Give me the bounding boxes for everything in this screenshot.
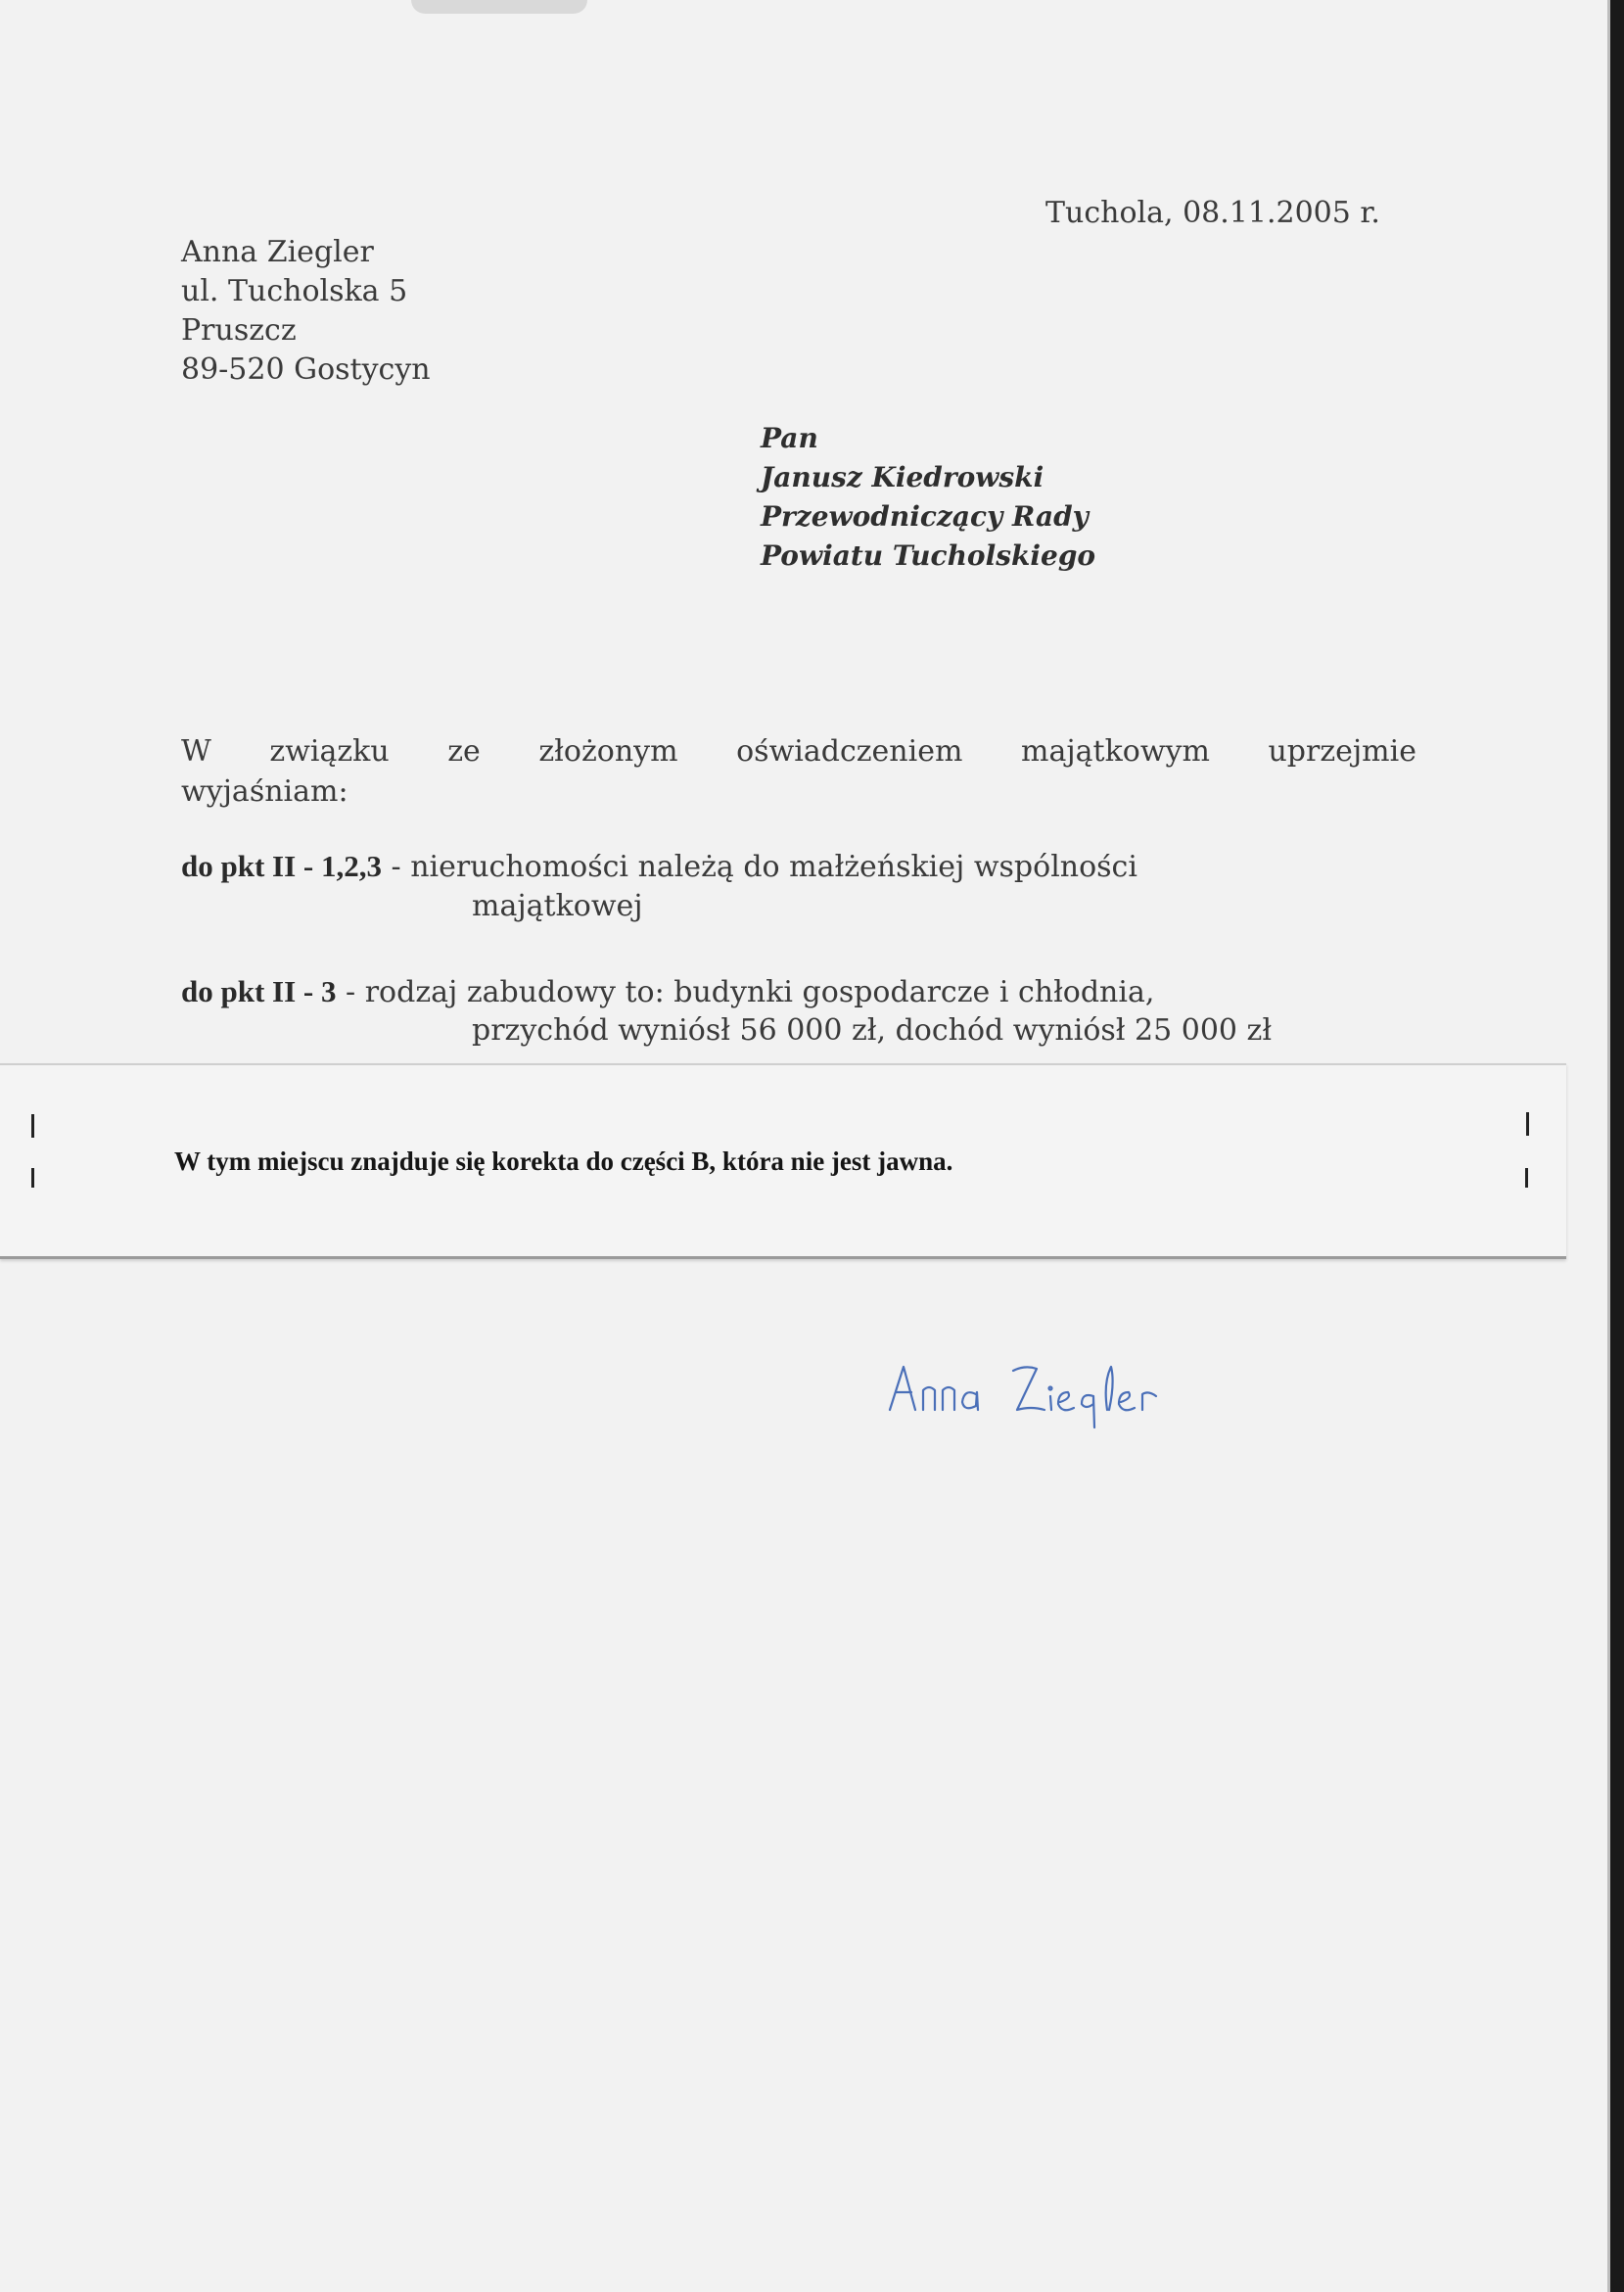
fold-mark	[1526, 1112, 1529, 1136]
addressee-line: Przewodniczący Rady	[761, 500, 1089, 533]
intro-word: uprzejmie	[1268, 734, 1416, 769]
sender-postal: 89-520 Gostycyn	[181, 352, 431, 387]
intro-word: oświadczeniem	[736, 734, 963, 769]
explanation-item-2	[181, 972, 1154, 1012]
signature-drawing	[886, 1353, 1209, 1431]
fold-mark	[31, 1114, 34, 1138]
item-label: do pkt II - 1,2,3	[181, 849, 382, 883]
item-label: do pkt II - 3	[181, 974, 337, 1008]
letter-date: Tuchola, 08.11.2005 r.	[1045, 196, 1380, 230]
item-text: - rodzaj zabudowy to: budynki gospodarcze i chłodnia,	[336, 975, 1155, 1009]
intro-word: ze	[447, 734, 481, 769]
intro-word: majątkowym	[1021, 734, 1210, 769]
fold-mark	[31, 1168, 34, 1188]
scan-smudge	[411, 0, 587, 14]
sender-address	[181, 233, 431, 390]
addressee-line: Powiatu Tucholskiego	[761, 539, 1096, 572]
fold-mark	[1525, 1168, 1528, 1188]
scan-edge	[1610, 0, 1624, 2292]
addressee-line: Pan	[761, 422, 818, 454]
explanation-item-2-continued: przychód wyniósł 56 000 zł, dochód wyniósł 25 000 zł	[472, 1013, 1273, 1048]
addressee-line: Janusz Kiedrowski	[761, 461, 1044, 493]
intro-word: W	[181, 734, 211, 769]
sender-town: Pruszcz	[181, 313, 297, 348]
explanation-item-1-continued: majątkowej	[472, 889, 643, 923]
redaction-note: W tym miejscu znajduje się korekta do części B, która nie jest jawna.	[174, 1146, 953, 1176]
intro-word: związku	[269, 734, 390, 769]
handwritten-signature	[886, 1353, 1209, 1435]
sender-name: Anna Ziegler	[181, 235, 374, 269]
intro-paragraph-line2: wyjaśniam:	[181, 774, 348, 809]
intro-paragraph-line	[181, 732, 1416, 772]
sender-street: ul. Tucholska 5	[181, 274, 408, 308]
intro-word: złożonym	[538, 734, 678, 769]
addressee-block	[761, 419, 1095, 576]
explanation-item-1	[181, 847, 1137, 887]
item-text: - nieruchomości należą do małżeńskiej wspólności	[382, 850, 1137, 884]
